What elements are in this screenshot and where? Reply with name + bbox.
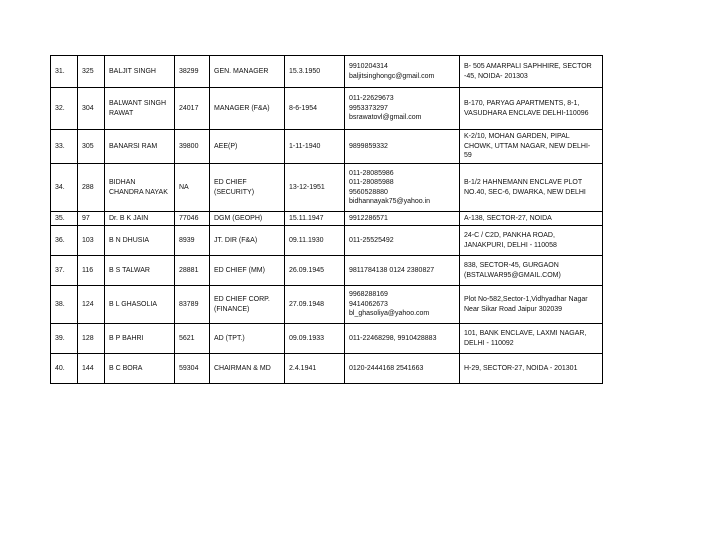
table-row [51, 286, 603, 324]
table-row [51, 212, 603, 226]
contact-cell: 011-22629673 9953373297 bsrawatovl@gmail.com [345, 88, 460, 130]
name-cell: BIDHAN CHANDRA NAYAK [105, 164, 175, 212]
member-id-cell: 97 [78, 212, 105, 226]
designation-cell: JT. DIR (F&A) [210, 226, 285, 256]
table-row [51, 164, 603, 212]
row-number-cell: 33. [51, 130, 78, 164]
row-number-cell: 37. [51, 256, 78, 286]
date-of-birth-cell: 15.11.1947 [285, 212, 345, 226]
member-id-cell: 124 [78, 286, 105, 324]
employee-number-cell: 8939 [175, 226, 210, 256]
date-of-birth-cell: 09.11.1930 [285, 226, 345, 256]
employee-number-cell: 83789 [175, 286, 210, 324]
member-id-cell: 128 [78, 324, 105, 354]
designation-cell: ED CHIEF (SECURITY) [210, 164, 285, 212]
member-id-cell: 325 [78, 56, 105, 88]
name-cell: BALWANT SINGH RAWAT [105, 88, 175, 130]
date-of-birth-cell: 1-11-1940 [285, 130, 345, 164]
contact-cell: 9899859332 [345, 130, 460, 164]
members-table [50, 55, 603, 384]
employee-number-cell: 28881 [175, 256, 210, 286]
member-id-cell: 144 [78, 354, 105, 384]
employee-number-cell: 59304 [175, 354, 210, 384]
address-cell: A-138, SECTOR-27, NOIDA [460, 212, 603, 226]
employee-number-cell: 77046 [175, 212, 210, 226]
employee-number-cell: 39800 [175, 130, 210, 164]
date-of-birth-cell: 8-6-1954 [285, 88, 345, 130]
address-cell: 24-C / C2D, PANKHA ROAD, JANAKPURI, DELHI - 110058 [460, 226, 603, 256]
table-row [51, 324, 603, 354]
member-id-cell: 116 [78, 256, 105, 286]
date-of-birth-cell: 2.4.1941 [285, 354, 345, 384]
designation-cell: ED CHIEF CORP. (FINANCE) [210, 286, 285, 324]
contact-cell: 0120-2444168 2541663 [345, 354, 460, 384]
table-row [51, 56, 603, 88]
designation-cell: DGM (GEOPH) [210, 212, 285, 226]
name-cell: BALJIT SINGH [105, 56, 175, 88]
contact-cell: 9811784138 0124 2380827 [345, 256, 460, 286]
designation-cell: GEN. MANAGER [210, 56, 285, 88]
member-id-cell: 305 [78, 130, 105, 164]
contact-cell: 011-22468298, 9910428883 [345, 324, 460, 354]
row-number-cell: 38. [51, 286, 78, 324]
date-of-birth-cell: 09.09.1933 [285, 324, 345, 354]
contact-cell: 9912286571 [345, 212, 460, 226]
employee-number-cell: NA [175, 164, 210, 212]
row-number-cell: 40. [51, 354, 78, 384]
row-number-cell: 32. [51, 88, 78, 130]
address-cell: B-170, PARYAG APARTMENTS, 8-1, VASUDHARA ENCLAVE DELHI-110096 [460, 88, 603, 130]
name-cell: B N DHUSIA [105, 226, 175, 256]
row-number-cell: 35. [51, 212, 78, 226]
table-row [51, 130, 603, 164]
members-table-body [51, 56, 603, 384]
address-cell: 101, BANK ENCLAVE, LAXMI NAGAR, DELHI - 110092 [460, 324, 603, 354]
employee-number-cell: 5621 [175, 324, 210, 354]
contact-cell: 011-25525492 [345, 226, 460, 256]
name-cell: B S TALWAR [105, 256, 175, 286]
date-of-birth-cell: 27.09.1948 [285, 286, 345, 324]
employee-number-cell: 38299 [175, 56, 210, 88]
name-cell: B C BORA [105, 354, 175, 384]
designation-cell: AD (TPT.) [210, 324, 285, 354]
address-cell: H-29, SECTOR-27, NOIDA - 201301 [460, 354, 603, 384]
address-cell: Plot No-582,Sector-1,Vidhyadhar Nagar Near Sikar Road Jaipur 302039 [460, 286, 603, 324]
address-cell: K-2/10, MOHAN GARDEN, PIPAL CHOWK, UTTAM NAGAR, NEW DELHI-59 [460, 130, 603, 164]
date-of-birth-cell: 13-12-1951 [285, 164, 345, 212]
name-cell: Dr. B K JAIN [105, 212, 175, 226]
contact-cell: 9968288169 9414062673 bl_ghasoliya@yahoo.com [345, 286, 460, 324]
member-id-cell: 288 [78, 164, 105, 212]
employee-number-cell: 24017 [175, 88, 210, 130]
row-number-cell: 39. [51, 324, 78, 354]
member-id-cell: 304 [78, 88, 105, 130]
table-row [51, 88, 603, 130]
name-cell: B L GHASOLIA [105, 286, 175, 324]
designation-cell: ED CHIEF (MM) [210, 256, 285, 286]
table-row [51, 226, 603, 256]
row-number-cell: 31. [51, 56, 78, 88]
address-cell: B- 505 AMARPALI SAPHHIRE, SECTOR -45, NOIDA- 201303 [460, 56, 603, 88]
contact-cell: 011-28085986 011-28085988 9560528880 bidhannayak75@yahoo.in [345, 164, 460, 212]
date-of-birth-cell: 15.3.1950 [285, 56, 345, 88]
row-number-cell: 34. [51, 164, 78, 212]
table-row [51, 256, 603, 286]
member-id-cell: 103 [78, 226, 105, 256]
designation-cell: CHAIRMAN & MD [210, 354, 285, 384]
row-number-cell: 36. [51, 226, 78, 256]
name-cell: B P BAHRI [105, 324, 175, 354]
designation-cell: MANAGER (F&A) [210, 88, 285, 130]
designation-cell: AEE(P) [210, 130, 285, 164]
name-cell: BANARSI RAM [105, 130, 175, 164]
address-cell: 838, SECTOR-45, GURGAON (BSTALWAR95@GMAIL.COM) [460, 256, 603, 286]
address-cell: B-1/2 HAHNEMANN ENCLAVE PLOT NO.40, SEC-6, DWARKA, NEW DELHI [460, 164, 603, 212]
contact-cell: 9910204314 baljitsinghongc@gmail.com [345, 56, 460, 88]
date-of-birth-cell: 26.09.1945 [285, 256, 345, 286]
table-row [51, 354, 603, 384]
